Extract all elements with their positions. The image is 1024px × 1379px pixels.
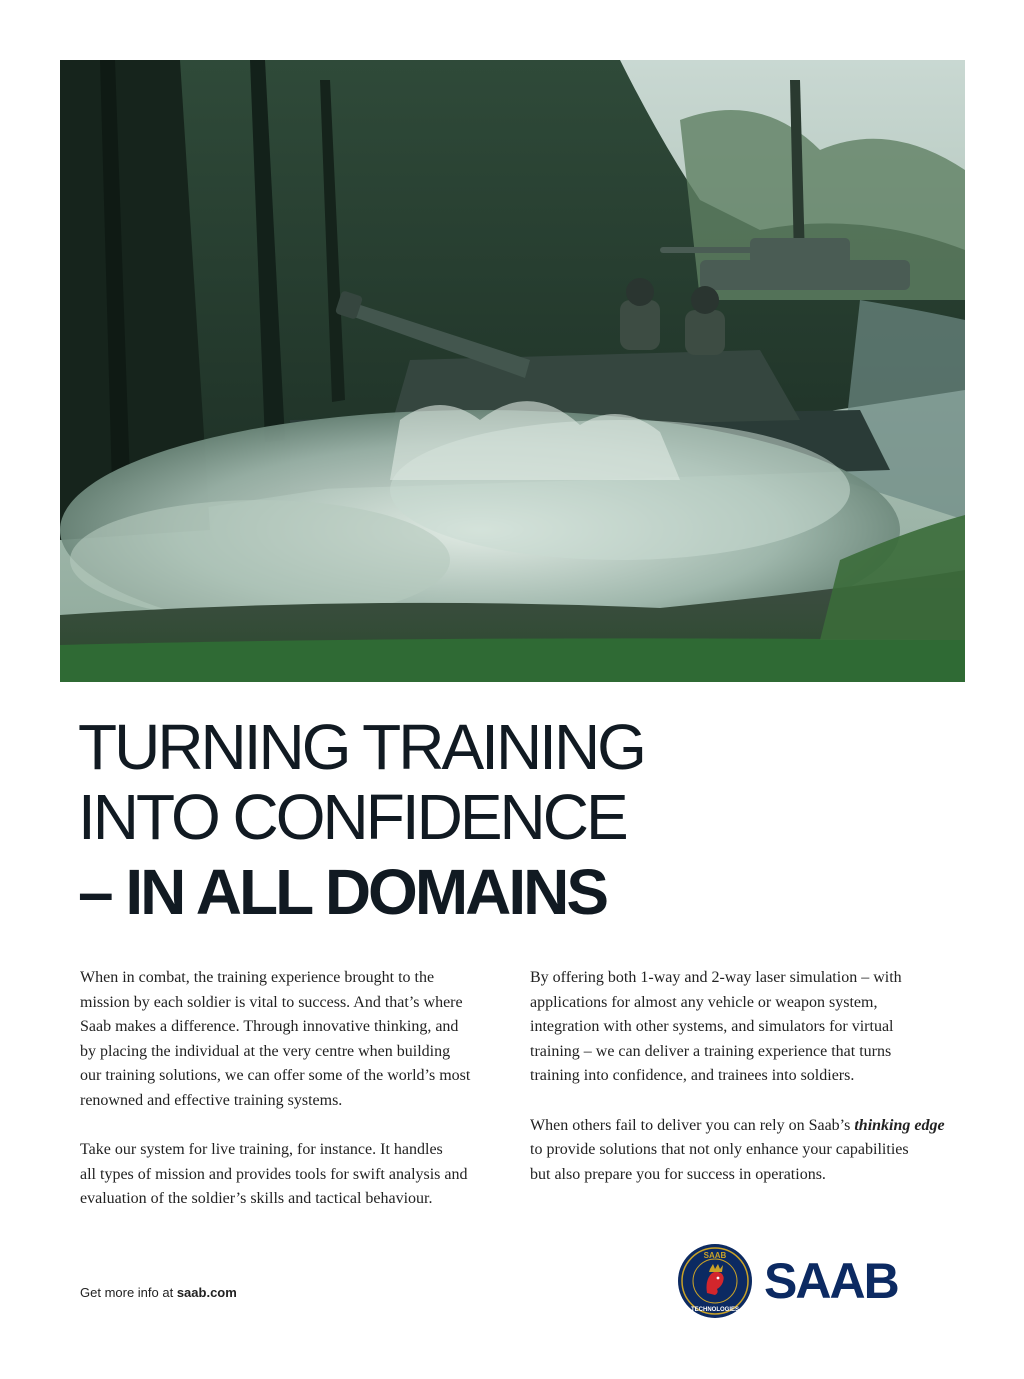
text-line: By offering both 1-way and 2-way laser simulation – with [530,969,902,986]
text-line: our training solutions, we can offer some of the world’s most [80,1067,471,1085]
text-line: integration with other systems, and simulators for virtual [530,1018,894,1036]
text-line: but also prepare you for success in operations. [530,1165,826,1183]
text-line: training – we can deliver a training experience that turns [530,1042,892,1060]
text-line: by placing the individual at the very centre when building [80,1042,451,1060]
headline [78,712,958,930]
text-line: training into confidence, and trainees into soldiers. [530,1067,855,1085]
text-line: renowned and effective training systems. [80,1091,343,1109]
saab-wordmark: SAAB [764,1253,898,1309]
headline-line-1: TURNING TRAINING [78,711,644,783]
text-line: mission by each soldier is vital to success. And that’s where [80,993,463,1011]
badge-bottom-text: TECHNOLOGIES [690,1307,740,1313]
text-line: to provide solutions that not only enhance your capabilities [530,1141,909,1159]
saab-technologies-badge-logo [677,1243,753,1319]
text-line: When in combat, the training experience brought to the [80,969,435,986]
left-paragraph-1 [80,966,510,1114]
body-column-right [530,966,970,1212]
text-line [530,1114,970,1139]
text-line: all types of mission and provides tools for swift analysis and [80,1165,468,1183]
headline-line-2: INTO CONFIDENCE [78,781,626,853]
right-paragraph-2 [530,1114,970,1188]
text-line: Saab makes a difference. Through innovative thinking, and [80,1018,459,1036]
text-line: evaluation of the soldier’s skills and tactical behaviour. [80,1190,433,1208]
tank-in-water-illustration [60,60,965,682]
text-line: Take our system for live training, for instance. It handles [80,1141,443,1159]
left-paragraph-2 [80,1138,510,1212]
thinking-edge-emphasis: thinking edge [854,1116,945,1134]
text-fragment: When others fail to deliver you can rely on Saab’s [530,1116,855,1134]
footer-info [80,1285,237,1300]
body-column-left [80,966,510,1237]
text-line: applications for almost any vehicle or weapon system, [530,993,878,1011]
hero-photo [60,60,965,682]
right-paragraph-1 [530,966,970,1089]
footer-info-prefix: Get more info at [80,1285,177,1300]
website-link[interactable]: saab.com [176,1285,237,1300]
badge-top-text: SAAB [703,1251,727,1260]
headline-line-3: – IN ALL DOMAINS [78,856,607,928]
